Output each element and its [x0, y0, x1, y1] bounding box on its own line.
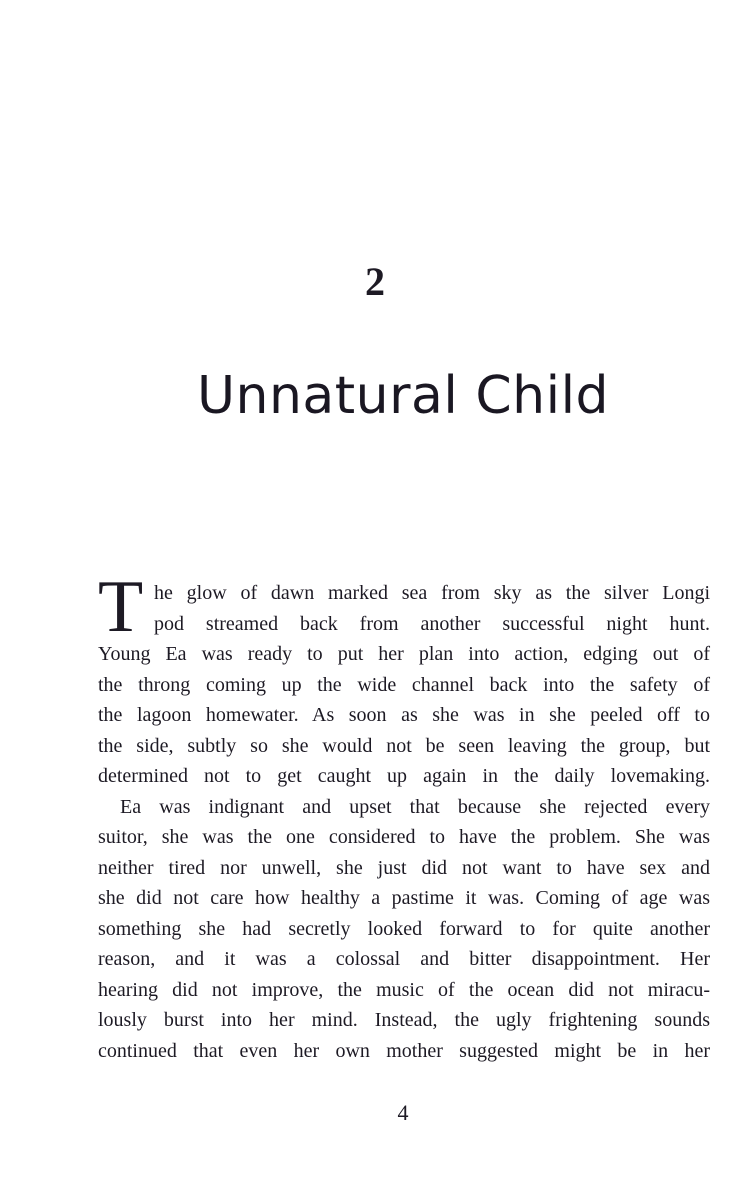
- body-line: Young Ea was ready to put her plan into action, edging out of: [98, 643, 710, 665]
- body-line: pod streamed back from another successful night hunt.: [154, 612, 710, 635]
- body-line: he glow of dawn marked sea from sky as the silver Longi: [154, 582, 710, 604]
- body-line: reason, and it was a colossal and bitter disappointment. Her: [98, 948, 710, 970]
- chapter-number: 2: [365, 259, 386, 304]
- body-line: the throng coming up the wide channel back into the safety of: [98, 673, 710, 696]
- body-line: continued that even her own mother suggested might be in her: [98, 1039, 710, 1062]
- body-line: the lagoon homewater. As soon as she was in she peeled off to: [98, 704, 710, 726]
- body-line: suitor, she was the one considered to have the problem. She was: [98, 826, 710, 848]
- body-line: the side, subtly so she would not be seen leaving the group, but: [98, 734, 710, 757]
- body-line: determined not to get caught up again in the daily lovemaking.: [98, 765, 710, 787]
- chapter-body: [98, 566, 710, 1066]
- body-line: hearing did not improve, the music of the ocean did not miracu-: [98, 978, 710, 1001]
- body-line: lously burst into her mind. Instead, the ugly frightening sounds: [98, 1009, 710, 1031]
- body-line: something she had secretly looked forward to for quite another: [98, 917, 710, 940]
- drop-cap: T: [98, 566, 144, 648]
- page-number: 4: [397, 1100, 409, 1125]
- body-line: Ea was indignant and upset that because she rejected every: [120, 795, 710, 818]
- body-line: neither tired nor unwell, she just did not want to have sex and: [98, 856, 710, 879]
- body-line: she did not care how healthy a pastime it was. Coming of age was: [98, 887, 710, 909]
- chapter-title: Unnatural Child: [196, 366, 610, 426]
